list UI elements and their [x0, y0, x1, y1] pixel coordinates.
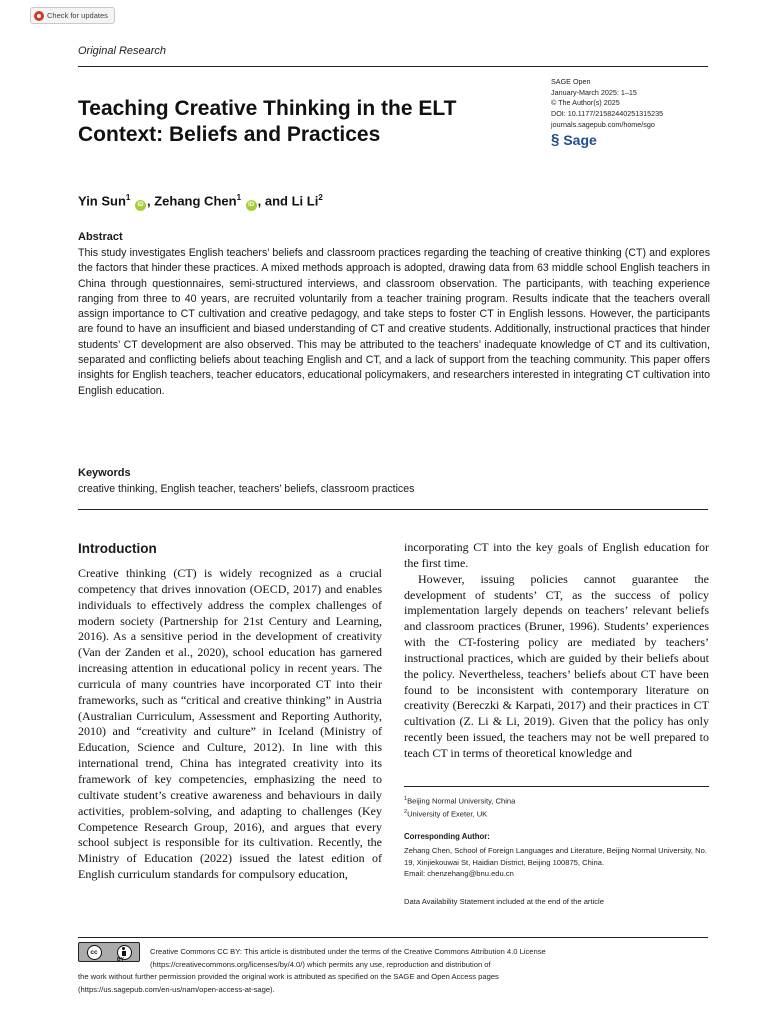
keywords-heading: Keywords	[78, 467, 131, 479]
right-column	[404, 540, 709, 762]
body-paragraph: However, issuing policies cannot guarantee the development of students’ CT, as the success of policy implementation largely depends on teachers’ relevant beliefs and classroom practices (Bruner, 1996). Students’ experiences with the CT-fostering policy are mediated by teachers’ instructional practices, which are guided by their beliefs about the policy. Nevertheless, teachers’ beliefs about CT have been found to be inconsistent with contemporary literature on creativity (Bereczki & Karpati, 2017) and their practices in CT cultivation (Z. Li & Li, 2019). Given that the policy has only recently been issued, the teachers may not be well prepared to teach CT in terms of theoretical knowledge and	[404, 571, 709, 760]
license-line[interactable]: (https://us.sagepub.com/en-us/nam/open-access-at-sage).	[78, 984, 275, 994]
corresponding-author	[404, 845, 714, 880]
license-line: Creative Commons CC BY: This article is distributed under the terms of the Creative Commons Attribution 4.0 License	[150, 947, 546, 956]
orcid-icon[interactable]: iD	[135, 200, 146, 211]
author-name: Yin Sun	[78, 193, 126, 209]
data-availability-statement: Data Availability Statement included at the end of the article	[404, 897, 604, 906]
author-list: Yin Sun$^1$ iD , Zehang Chen$^1$ iD , and Li Li$^2$	[78, 193, 323, 211]
left-column	[78, 566, 382, 883]
orcid-icon[interactable]: iD	[246, 200, 257, 211]
license-text	[78, 946, 718, 996]
sage-s-icon: §	[551, 131, 560, 148]
section-label: Original Research	[78, 45, 167, 57]
journal-name: SAGE Open	[551, 77, 591, 86]
affiliation-1: $^1$Beijing Normal University, China	[404, 796, 516, 806]
copyright: © The Author(s) 2025	[551, 98, 620, 108]
corresponding-author-email[interactable]: Email: chenzehang@bnu.edu.cn	[404, 869, 514, 879]
author-name: Zehang Chen	[154, 193, 237, 209]
journal-issue: January-March 2025: 1–15	[551, 87, 637, 97]
affiliation-number: 2	[318, 193, 323, 202]
corresponding-author-heading: Corresponding Author:	[404, 832, 490, 841]
license-line[interactable]: (https://creativecommons.org/licenses/by/4.0/) which permits any use, reproduction and distribution of	[150, 959, 491, 969]
author-name: Li Li	[291, 193, 319, 209]
body-paragraph: Creative thinking (CT) is widely recognized as a crucial competency that drives innovation (OECD, 2017) and enables individuals to effectively address the complex challenges of modern society (Partnership for 21st Century and Learning, 2016). As a sensitive period in the development of creativity (Van der Zanden et al., 2020), school education has garnered increasing attention in educational policy in recent years. The curricula of many countries have incorporated CT into their frameworks, such as “critical and creative thinking” in Austria (Australian Curriculum, Assessment and Reporting Authority, 2010) and “creativity and culture” in Iceland (Ministry of Education, Science and Culture, 2012). In line with this international trend, China has integrated creativity into its framework of key competencies, emphasizing the need to cultivate student’s creative awareness and behaviours in daily activities, problem-solving, and adapting to challenges (Key Competence Research Group, 2016), and argues that every school subject is responsible for its cultivation. Recently, the Ministry of Education (2022) issued the latest edition of English curriculum standards for compulsory education,	[78, 566, 382, 882]
doi[interactable]: DOI: 10.1177/21582440251315235	[551, 108, 664, 118]
abstract-heading: Abstract	[78, 231, 123, 243]
body-paragraph: incorporating CT into the key goals of English education for the first time.	[404, 540, 709, 570]
check-for-updates-badge[interactable]	[30, 7, 115, 24]
update-icon	[34, 11, 44, 21]
top-divider	[78, 66, 708, 67]
sage-logo	[551, 131, 597, 148]
affiliations	[404, 794, 714, 820]
article-title: Teaching Creative Thinking in the ELT Context: Beliefs and Practices	[78, 97, 457, 147]
affiliation-2: $^2$University of Exeter, UK	[404, 809, 488, 819]
journal-meta	[551, 77, 663, 130]
corresponding-author-address: Zehang Chen, School of Foreign Languages and Literature, Beijing Normal University, No. 19, Xinjiekouwai St, Haidian District, Beijing 100875, China.	[404, 846, 707, 867]
sage-logo-text: Sage	[563, 131, 597, 148]
affiliation-number: 1	[125, 193, 131, 202]
keywords-text: creative thinking, English teacher, teachers’ beliefs, classroom practices	[78, 483, 415, 495]
journal-url[interactable]: journals.sagepub.com/home/sgo	[551, 119, 655, 129]
check-for-updates-label: Check for updates	[47, 11, 108, 20]
cc-by-label: BY	[117, 957, 124, 963]
author-separator: , and	[257, 193, 292, 209]
abstract-text: This study investigates English teachers’ beliefs and classroom practices regarding the teaching of creative thinking (CT) and explores the factors that hinder these practices. A mixed methods approach is adopted, drawing data from 63 middle school English teachers in China through questionnaires, semi-structured interviews, and classroom observation. The participants, with teaching experience ranging from three to 40 years, are recruited voluntarily from a teacher training program. Results indicate that the teachers overall assign importance to CT cultivation and creative pedagogy, and take steps to foster CT in English lessons. However, the participants are found to have an insufficient and biased understanding of CT and creative students. Additionally, instructional practices that hinder students’ CT development are also observed. This may be attributed to the teachers’ inadequate knowledge of CT and its cultivation, separated and conflicting beliefs about teaching English and CT, and a lack of support from the teaching community. This paper offers insights for English teachers, teacher educators, educational policymakers, and researchers interested in integrating CT cultivation into English education.	[78, 247, 710, 397]
footnote-divider	[404, 786, 709, 787]
license-divider	[78, 937, 708, 938]
introduction-heading: Introduction	[78, 541, 157, 556]
license-line: the work without further permission provided the original work is attributed as specified on the SAGE and Open Access pages	[78, 972, 499, 982]
affiliation-number: 1	[236, 193, 242, 202]
keywords-divider	[78, 509, 708, 510]
cc-icon: cc	[87, 945, 102, 960]
